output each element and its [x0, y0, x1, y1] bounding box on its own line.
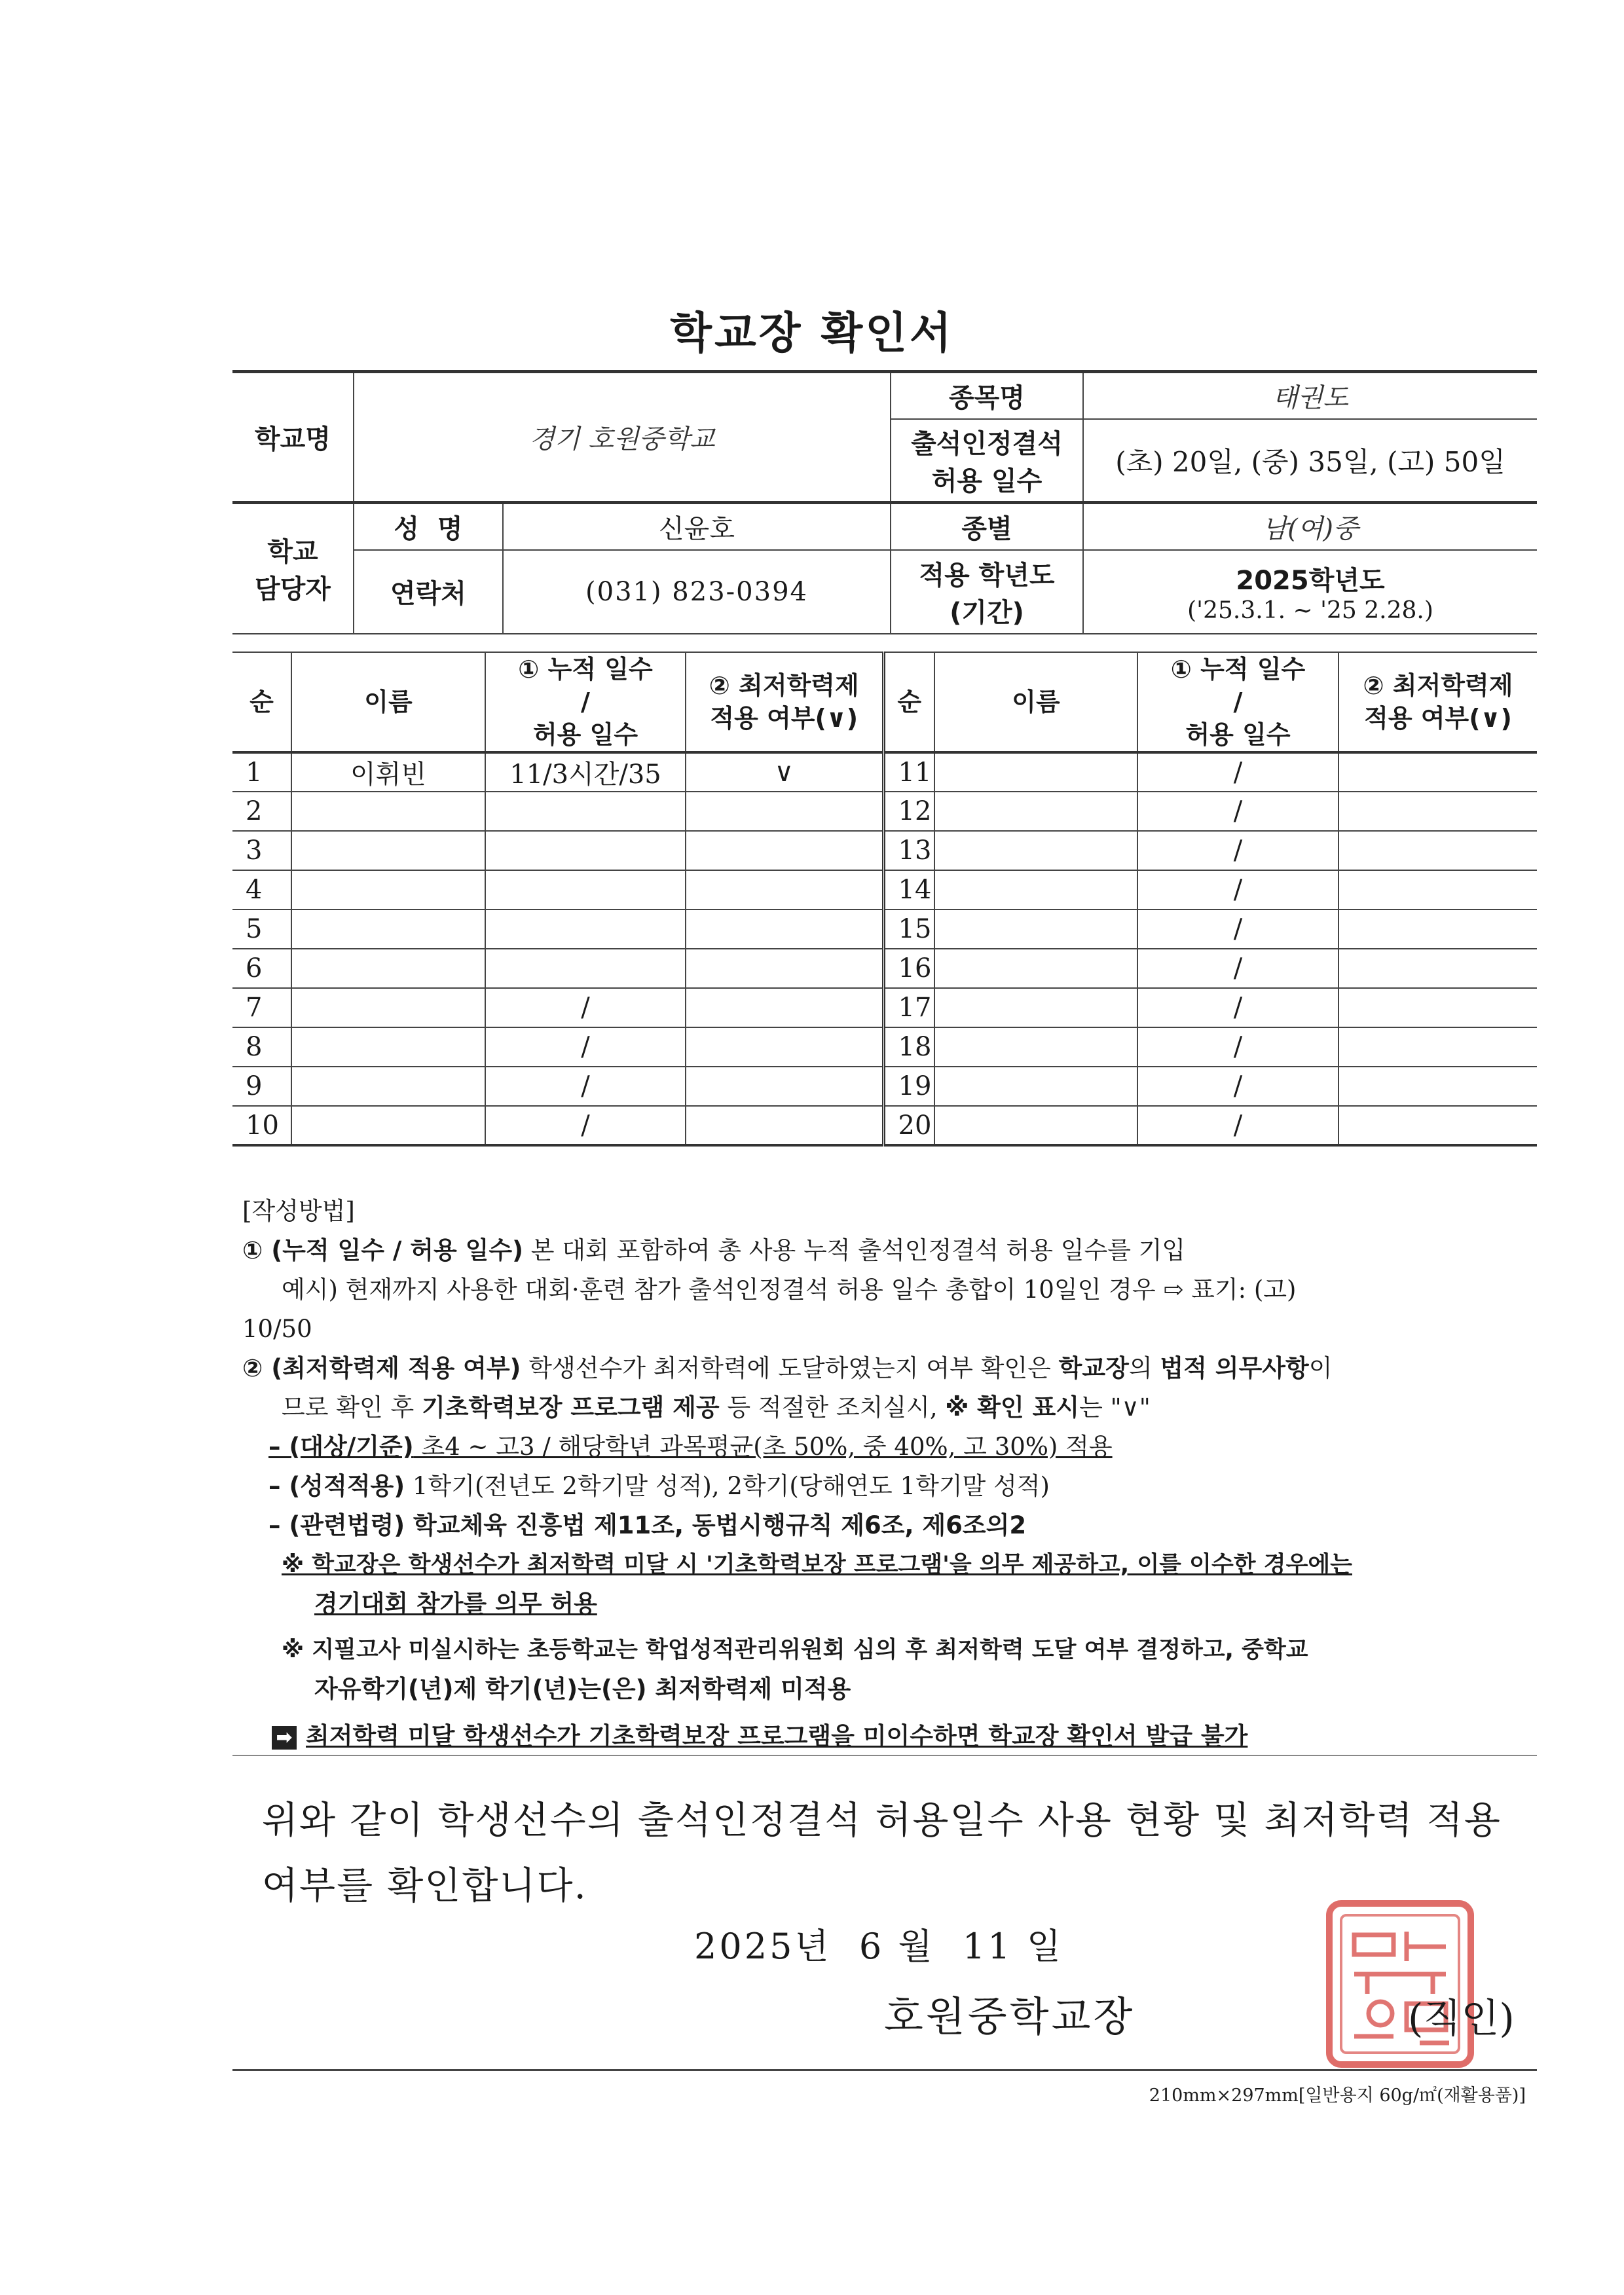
table-row	[232, 988, 1537, 1027]
instructions-heading: [작성방법]	[242, 1197, 355, 1225]
row-name-left	[291, 1067, 485, 1106]
school-year-value	[1083, 550, 1537, 634]
row-no-left: 7	[232, 988, 291, 1027]
principal-signature: 호원중학교장	[884, 1992, 1135, 2040]
row-name-right	[934, 870, 1137, 909]
row-name-right	[934, 752, 1137, 792]
statement-line-1: 위와 같이 학생선수의 출석인정결석 허용일수 사용 현황 및 최저학력 적용	[262, 1799, 1502, 1842]
row-name-left	[291, 909, 485, 949]
col-min-left	[686, 652, 883, 752]
row-no-right: 13	[883, 831, 934, 870]
document-title: 학교장 확인서	[670, 308, 954, 358]
row-days-left: /	[485, 1067, 686, 1106]
note-2: ※ 지필고사 미실시하는 초등학교는 학업성적관리위원회 심의 후 최저학력 도달 여부 결정하고, 중학교	[282, 1637, 1308, 1663]
row-days-right: /	[1137, 1067, 1338, 1106]
instruction-item-2-line2-d: ※ 확인 표시	[945, 1393, 1080, 1422]
col-no-right: 순	[883, 652, 934, 752]
official-seal-icon	[1321, 1896, 1479, 2072]
row-name-right	[934, 1027, 1137, 1067]
row-no-right: 15	[883, 909, 934, 949]
instruction-item-2-bold-d: 법적 의무사항	[1160, 1354, 1309, 1382]
absence-days-label-line2: 허용 일수	[931, 466, 1043, 496]
row-no-left: 9	[232, 1067, 291, 1106]
row-days-right: /	[1137, 831, 1338, 870]
note-1-cont: 경기대회 참가를 의무 허용	[314, 1590, 597, 1618]
table-row	[232, 792, 1537, 831]
row-applied-left	[686, 988, 883, 1027]
row-name-right	[934, 1106, 1137, 1145]
row-no-left: 4	[232, 870, 291, 909]
grade-application-text: 1학기(전년도 2학기말 성적), 2학기(당해연도 1학기말 성적)	[405, 1472, 1050, 1500]
col-days-right-line3: 허용 일수	[1185, 720, 1291, 749]
col-min-right-line2: 적용 여부(∨)	[1364, 704, 1512, 733]
row-name-left	[291, 792, 485, 831]
section-divider	[232, 1755, 1537, 1756]
sport-value: 태권도	[1083, 372, 1537, 419]
instruction-item-1-text: 본 대회 포함하여 총 사용 누적 출석인정결석 허용 일수를 기입	[523, 1236, 1186, 1264]
row-applied-right	[1338, 909, 1537, 949]
instruction-item-2-title: ② (최저학력제 적용 여부)	[242, 1354, 521, 1382]
row-applied-right	[1338, 870, 1537, 909]
row-no-right: 19	[883, 1067, 934, 1106]
school-name-label: 학교명	[232, 372, 354, 503]
row-days-right: /	[1137, 870, 1338, 909]
row-applied-left	[686, 792, 883, 831]
row-days-right: /	[1137, 752, 1338, 792]
row-applied-left	[686, 1106, 883, 1145]
col-days-right	[1137, 652, 1338, 752]
row-applied-left	[686, 909, 883, 949]
row-days-right: /	[1137, 909, 1338, 949]
target-criteria-text: 초4 ~ 고3 / 해당학년 과목평균(초 50%, 중 40%, 고 30%) 적용	[413, 1433, 1113, 1461]
paper-spec: 210mm×297mm[일반용지 60g/㎡(재활용품)]	[1149, 2085, 1526, 2106]
row-days-left	[485, 949, 686, 988]
row-applied-right	[1338, 1027, 1537, 1067]
row-name-right	[934, 949, 1137, 988]
instruction-item-2	[242, 1349, 1542, 1388]
manager-label	[232, 503, 354, 634]
manager-name-value: 신윤호	[503, 503, 891, 550]
instruction-item-2-line2-a: 므로 확인 후	[282, 1393, 422, 1422]
note-2-cont: 자유학기(년)제 학기(년)는(은) 최저학력제 미적용	[314, 1675, 851, 1703]
school-year-text: 2025학년도	[1236, 565, 1385, 596]
row-name-right	[934, 909, 1137, 949]
instruction-item-1-example-cont: 10/50	[242, 1315, 312, 1343]
row-days-right: /	[1137, 1106, 1338, 1145]
col-days-left	[485, 652, 686, 752]
issue-date: 2025년 6 월 11 일	[694, 1926, 1063, 1967]
col-days-left-line2: /	[581, 688, 590, 716]
seal-label: (직인)	[1408, 1996, 1515, 2042]
related-law: – (관련법령) 학교체육 진흥법 제11조, 동법시행규칙 제6조, 제6조의2	[268, 1511, 1027, 1539]
row-no-left: 5	[232, 909, 291, 949]
row-applied-right	[1338, 949, 1537, 988]
row-days-right: /	[1137, 988, 1338, 1027]
table-row	[232, 752, 1537, 792]
instruction-item-2-bold-b: 학교장	[1058, 1354, 1129, 1382]
contact-label: 연락처	[354, 550, 503, 634]
row-no-left: 2	[232, 792, 291, 831]
row-name-right	[934, 831, 1137, 870]
row-no-left: 1	[232, 752, 291, 792]
instruction-item-2-line2	[242, 1388, 1542, 1427]
row-applied-left	[686, 1067, 883, 1106]
col-no-left: 순	[232, 652, 291, 752]
table-row	[232, 870, 1537, 909]
row-applied-left	[686, 870, 883, 909]
row-no-right: 20	[883, 1106, 934, 1145]
col-min-left-line1: ② 최저학력제	[709, 671, 859, 700]
row-days-right: /	[1137, 1027, 1338, 1067]
row-days-right: /	[1137, 792, 1338, 831]
row-applied-right	[1338, 988, 1537, 1027]
arrow-right-box-icon: ➡	[272, 1726, 297, 1750]
gender-value: 남(여)중	[1083, 503, 1537, 550]
manager-name-label: 성 명	[354, 503, 503, 550]
col-min-right	[1338, 652, 1537, 752]
instruction-item-1-title: ① (누적 일수 / 허용 일수)	[242, 1236, 524, 1264]
table-row	[232, 909, 1537, 949]
absence-days-label-line1: 출석인정결석	[911, 428, 1063, 459]
row-name-left	[291, 949, 485, 988]
school-year-period: ('25.3.1. ~ '25 2.28.)	[1187, 597, 1433, 624]
absence-days-label	[891, 419, 1083, 503]
row-no-right: 16	[883, 949, 934, 988]
row-name-left: 이휘빈	[291, 752, 485, 792]
row-days-left	[485, 909, 686, 949]
instruction-item-1	[242, 1231, 1542, 1270]
instruction-item-2-line2-b: 기초학력보장 프로그램 제공	[422, 1393, 720, 1422]
row-no-left: 10	[232, 1106, 291, 1145]
table-row	[232, 1067, 1537, 1106]
col-name-left: 이름	[291, 652, 485, 752]
gender-label: 종별	[891, 503, 1083, 550]
row-name-left	[291, 870, 485, 909]
manager-label-line2: 담당자	[255, 574, 331, 605]
school-info-table	[232, 370, 1537, 634]
athletes-table	[232, 652, 1537, 1147]
row-days-left: /	[485, 1027, 686, 1067]
table-row	[232, 1106, 1537, 1145]
athlete-rows	[232, 752, 1537, 1145]
warning-line	[242, 1717, 1542, 1756]
row-name-left	[291, 988, 485, 1027]
row-name-left	[291, 1106, 485, 1145]
row-name-left	[291, 1027, 485, 1067]
col-days-right-line2: /	[1233, 688, 1243, 716]
instruction-item-2-line2-c: 등 적절한 조치실시,	[719, 1393, 946, 1422]
row-applied-left	[686, 1027, 883, 1067]
sport-label: 종목명	[891, 372, 1083, 419]
school-year-label-line1: 적용 학년도	[919, 560, 1055, 591]
instruction-item-2-text-e: 이	[1308, 1354, 1333, 1382]
row-days-left	[485, 792, 686, 831]
instruction-item-1-example: 예시) 현재까지 사용한 대회·훈련 참가 출석인정결석 허용 일수 총합이 10일인 경우 ⇨ 표기: (고)	[282, 1276, 1297, 1304]
row-applied-left: ∨	[686, 752, 883, 792]
row-applied-right	[1338, 1067, 1537, 1106]
instruction-item-2-text-a: 학생선수가 최저학력에 도달하였는지 여부 확인은	[521, 1354, 1059, 1382]
row-days-left	[485, 831, 686, 870]
col-min-left-line2: 적용 여부(∨)	[710, 704, 858, 733]
manager-label-line1: 학교	[267, 537, 318, 568]
col-days-left-line3: 허용 일수	[532, 720, 638, 749]
bottom-divider	[232, 2069, 1537, 2071]
warning-text: 최저학력 미달 학생선수가 기초학력보장 프로그램을 미이수하면 학교장 확인서 발급 불가	[306, 1722, 1248, 1750]
row-name-right	[934, 792, 1137, 831]
row-applied-right	[1338, 831, 1537, 870]
instructions	[242, 1192, 1542, 1756]
row-no-right: 14	[883, 870, 934, 909]
row-no-right: 17	[883, 988, 934, 1027]
absence-days-value: (초) 20일, (중) 35일, (고) 50일	[1083, 419, 1537, 503]
row-no-right: 12	[883, 792, 934, 831]
grade-application-title: – (성적적용)	[268, 1472, 405, 1500]
row-no-left: 8	[232, 1027, 291, 1067]
row-no-left: 6	[232, 949, 291, 988]
instruction-item-2-line2-e: 는 "∨"	[1079, 1393, 1151, 1422]
col-name-right: 이름	[934, 652, 1137, 752]
table-row	[232, 831, 1537, 870]
row-days-left: /	[485, 1106, 686, 1145]
row-applied-right	[1338, 792, 1537, 831]
row-days-right: /	[1137, 949, 1338, 988]
col-days-left-line1: ① 누적 일수	[518, 655, 653, 684]
instruction-item-2-text-c: 의	[1128, 1354, 1160, 1382]
row-applied-right	[1338, 1106, 1537, 1145]
row-days-left: /	[485, 988, 686, 1027]
school-name-value: 경기 호원중학교	[354, 372, 891, 503]
row-no-right: 11	[883, 752, 934, 792]
table-row	[232, 949, 1537, 988]
col-days-right-line1: ① 누적 일수	[1170, 655, 1306, 684]
row-name-right	[934, 1067, 1137, 1106]
row-days-left	[485, 870, 686, 909]
contact-value: (031) 823-0394	[503, 550, 891, 634]
row-no-left: 3	[232, 831, 291, 870]
row-applied-left	[686, 831, 883, 870]
table-row	[232, 1027, 1537, 1067]
row-applied-left	[686, 949, 883, 988]
row-no-right: 18	[883, 1027, 934, 1067]
school-year-label-line2: (기간)	[950, 597, 1024, 628]
target-criteria-title: – (대상/기준)	[268, 1433, 414, 1461]
col-min-right-line1: ② 최저학력제	[1363, 671, 1513, 700]
grade-application	[242, 1467, 1542, 1506]
school-year-label	[891, 550, 1083, 634]
row-name-left	[291, 831, 485, 870]
target-criteria	[242, 1427, 1542, 1467]
row-name-right	[934, 988, 1137, 1027]
note-1: ※ 학교장은 학생선수가 최저학력 미달 시 '기초학력보장 프로그램'을 의무 제공하고, 이를 이수한 경우에는	[282, 1552, 1352, 1578]
statement-line-2: 여부를 확인합니다.	[262, 1864, 587, 1907]
row-days-left: 11/3시간/35	[485, 752, 686, 792]
row-applied-right	[1338, 752, 1537, 792]
